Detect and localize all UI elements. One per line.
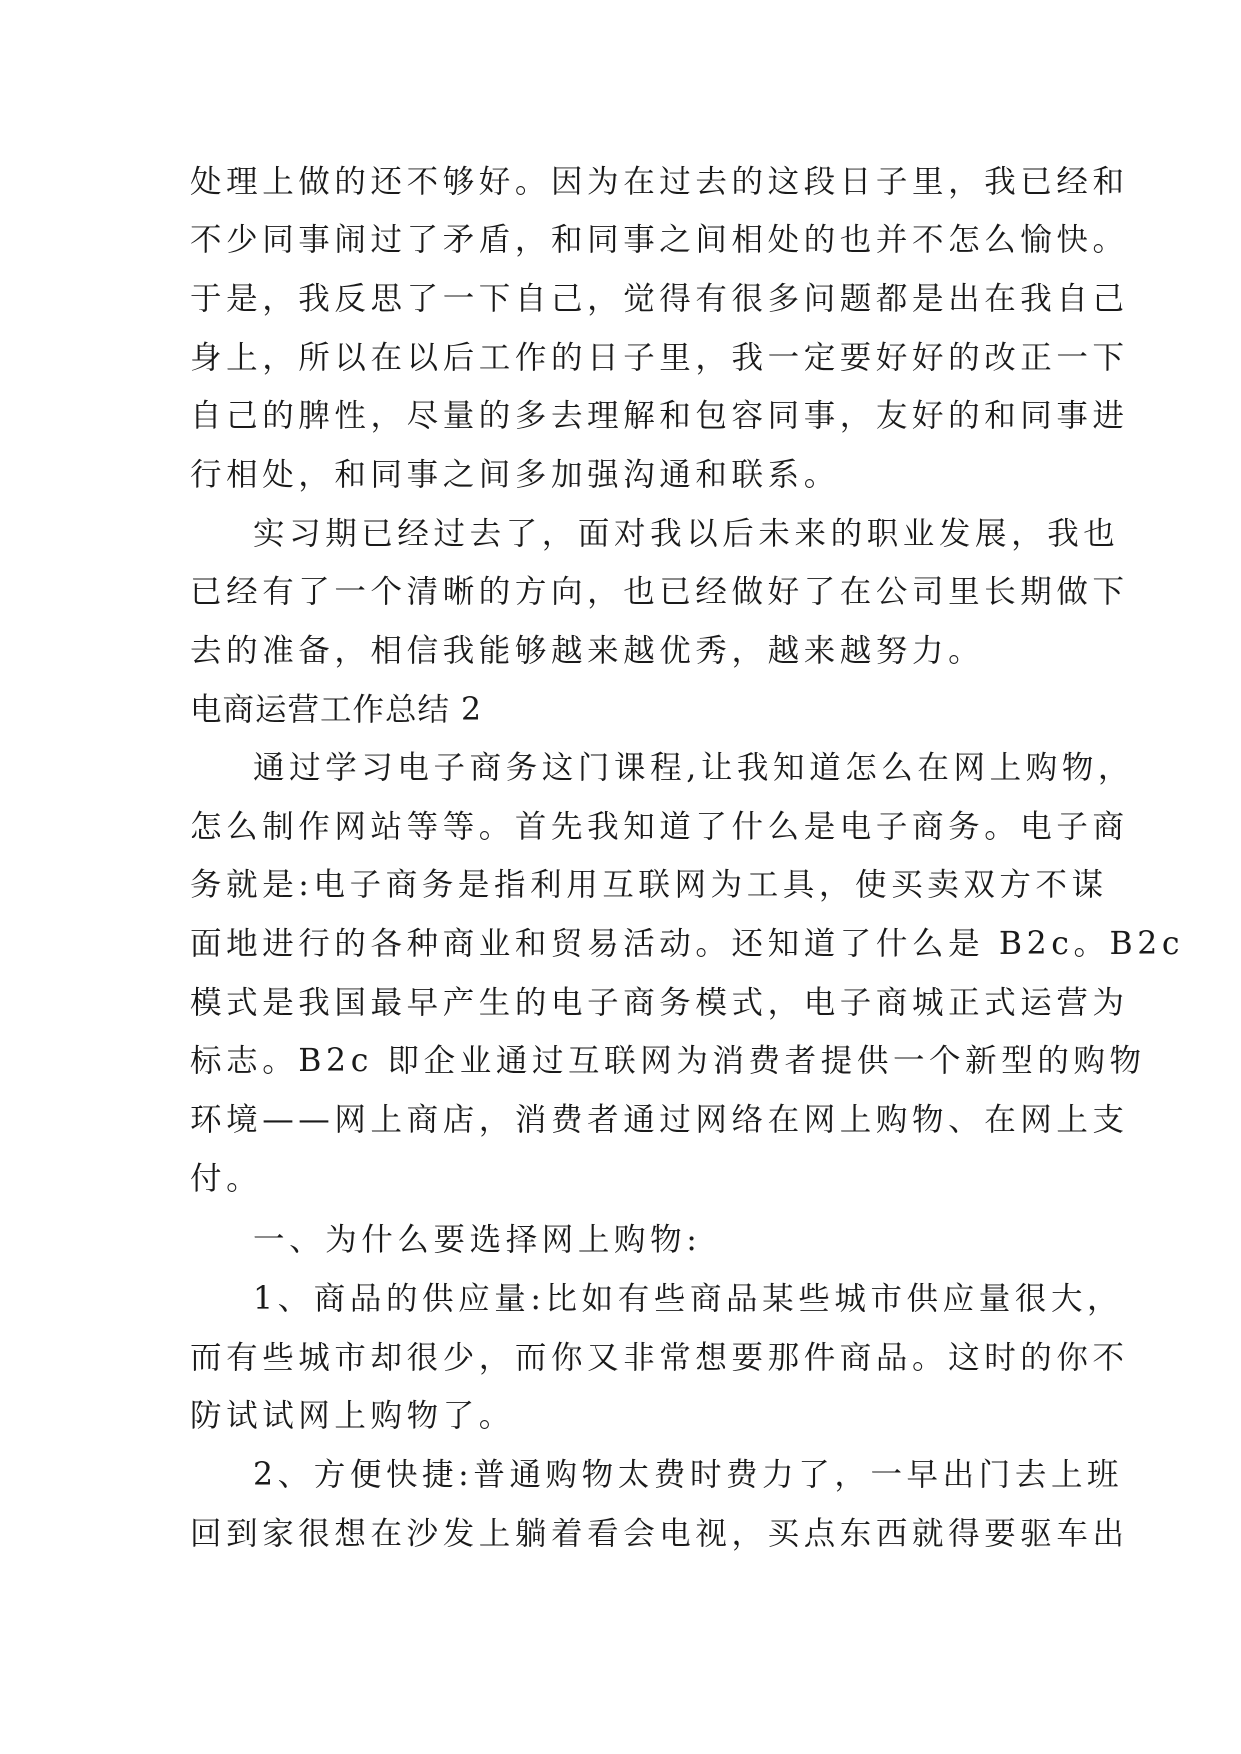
text-line: 去的准备，相信我能够越来越优秀，越来越努力。 [190, 633, 985, 669]
text-line: 付。 [190, 1161, 263, 1197]
text-line: 而有些城市却很少，而你又非常想要那件商品。这时的你不 [190, 1340, 1129, 1376]
text-line: 自己的脾性，尽量的多去理解和包容同事，友好的和同事进 [190, 398, 1129, 434]
text-line: 务就是:电子商务是指利用互联网为工具，使买卖双方不谋 [190, 867, 1108, 903]
text-line: 通过学习电子商务这门课程,让我知道怎么在网上购物， [253, 750, 1135, 786]
text-line: 不少同事闹过了矛盾，和同事之间相处的也并不怎么愉快。 [190, 222, 1129, 258]
text-line: 标志。B2c 即企业通过互联网为消费者提供一个新型的购物 [190, 1043, 1146, 1079]
text-line: 身上，所以在以后工作的日子里，我一定要好好的改正一下 [190, 340, 1129, 376]
text-line: 防试试网上购物了。 [190, 1398, 515, 1434]
text-line: 处理上做的还不够好。因为在过去的这段日子里，我已经和 [190, 164, 1129, 200]
text-line: 行相处，和同事之间多加强沟通和联系。 [190, 457, 840, 493]
list-heading: 一、为什么要选择网上购物: [253, 1222, 702, 1258]
list-item: 1、商品的供应量:比如有些商品某些城市供应量很大， [253, 1281, 1124, 1317]
text-line: 回到家很想在沙发上躺着看会电视，买点东西就得要驱车出 [190, 1516, 1129, 1552]
list-item: 2、方便快捷:普通购物太费时费力了，一早出门去上班 [253, 1457, 1124, 1493]
section-heading: 电商运营工作总结 2 [190, 692, 483, 728]
text-line: 于是，我反思了一下自己，觉得有很多问题都是出在我自己 [190, 281, 1129, 317]
text-line: 模式是我国最早产生的电子商务模式，电子商城正式运营为 [190, 985, 1129, 1021]
text-line: 怎么制作网站等等。首先我知道了什么是电子商务。电子商 [190, 809, 1129, 845]
text-line: 面地进行的各种商业和贸易活动。还知道了什么是 B2c。B2c [190, 926, 1185, 962]
text-line: 实习期已经过去了，面对我以后未来的职业发展，我也 [253, 516, 1120, 552]
text-line: 已经有了一个清晰的方向，也已经做好了在公司里长期做下 [190, 574, 1129, 610]
text-line: 环境——网上商店，消费者通过网络在网上购物、在网上支 [190, 1102, 1129, 1138]
